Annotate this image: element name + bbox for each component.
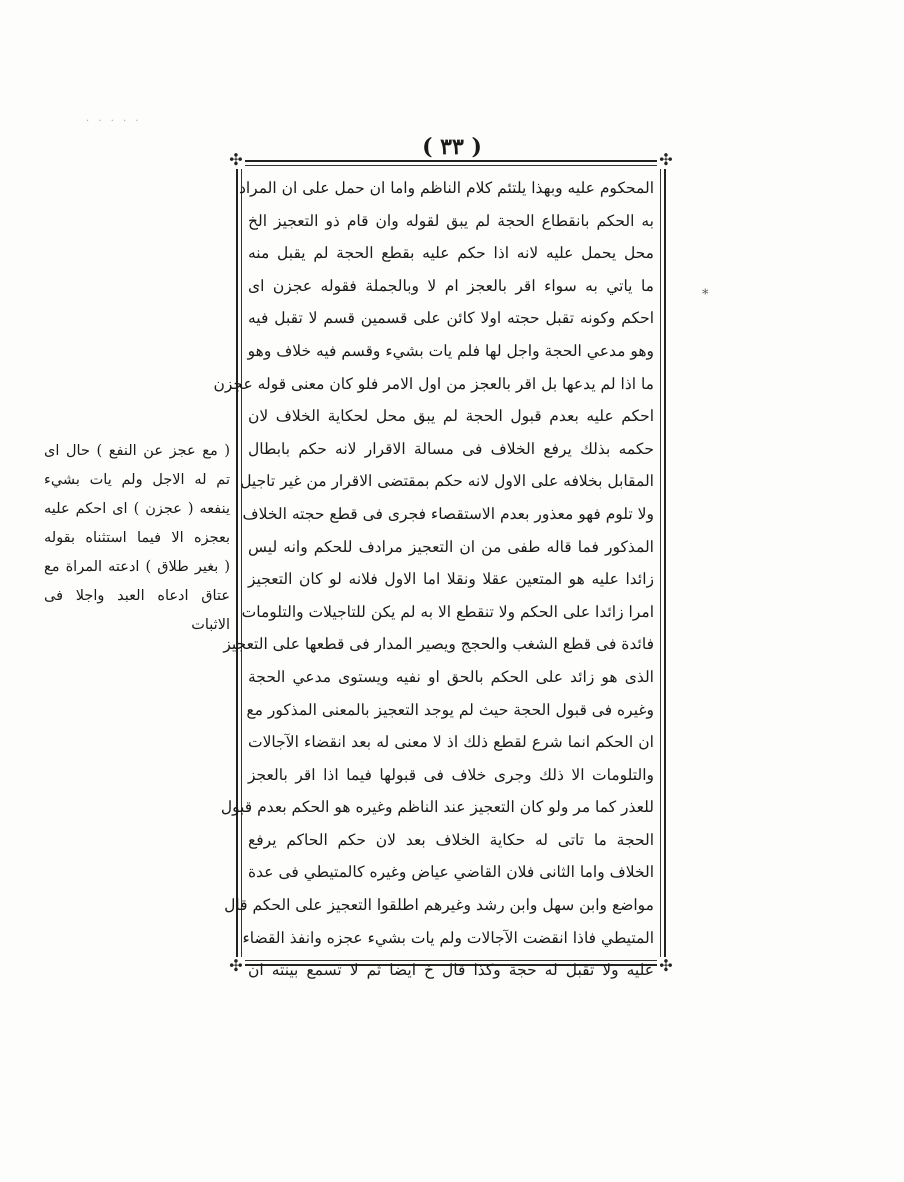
text-line: وهو مدعي الحجة واجل لها فلم يات بشيء وقسم فيه خلاف وهو [247,341,654,360]
margin-note-line: الاثبات [191,617,230,633]
text-line: فائدة فى قطع الشغب والحجج ويصير المدار فى قطعها على التعجيز [223,635,654,654]
margin-note-line: ( بغير طلاق ) ادعته المراة مع [44,559,230,575]
text-line: للعذر كما مر ولو كان التعجيز عند الناظم وغيره هو الحكم بعدم قبول [220,798,654,817]
text-line: المحكوم عليه وبهذا يلتئم كلام الناظم واما ان حمل على ان المراد [238,179,654,197]
text-line: الذى هو زائد على الحكم بالحق او نفيه ويستوى مدعي الحجة [248,667,654,686]
text-line: الحجة ما تاتى له حكاية الخلاف بعد لان حكم الحاكم يرفع [248,830,654,849]
text-line: ما ياتي به سواء اقر بالعجز ام لا وبالجملة فقوله عجزن اى [248,276,654,295]
corner-ornament-icon: ✣ [227,151,245,169]
text-line: ان الحكم انما شرع لقطع ذلك اذ لا معنى له بعد انقضاء الآجالات [248,733,654,752]
text-line: احكم وكونه تقبل حجته اولا كائن على قسمين قسم لا تقبل فيه [248,309,654,328]
text-line: المقابل بخلافه على الاول لانه حكم بمقتضى الاقرار من غير تاجيل [240,472,654,491]
text-line: مواضع وابن سهل وابن رشد وغيرهم اطلقوا التعجيز على الحكم قال [224,896,654,915]
text-line: احكم عليه بعدم قبول الحجة لم يبق محل لحكاية الخلاف لان [248,407,654,426]
text-line: ما اذا لم يدعها بل اقر بالعجز من اول الامر فلو كان معنى قوله عجزن [213,374,654,393]
corner-ornament-icon: ✣ [227,957,245,975]
text-line: به الحكم بانقطاع الحجة لم يبق لقوله وان قام ذو التعجيز الخ [248,211,654,230]
stray-ink-mark: ⁎ [702,283,709,298]
text-line: زائدا عليه هو المتعين عقلا ونقلا اما الاول فلانه لو كان التعجيز [248,570,654,589]
scan-noise-dots: · · · · · [86,116,142,127]
margin-note-line: عتاق ادعاه العبد واجلا فى [44,588,230,604]
text-line: المتيطي فاذا انقضت الآجالات ولم يات بشيء عجزه وانفذ القضاء [242,928,654,947]
corner-ornament-icon: ✣ [657,957,675,975]
main-text-block [213,172,654,980]
margin-commentary [44,437,230,640]
text-frame [213,150,673,980]
text-line: محل يحمل عليه لانه اذا حكم عليه بقطع الحجة لم يقبل منه [248,244,654,263]
text-line: المذكور فما قاله طفى من ان التعجيز مرادف للحكم وانه ليس [248,537,654,556]
margin-note-line: ينفعه ( عجزن ) اى احكم عليه [44,501,230,517]
page-number: ( ٣٣ ) [422,134,482,160]
text-line: الخلاف واما الثانى فلان القاضي عياض وغيره كالمتيطي فى عدة [248,863,654,882]
text-line: حكمه بذلك يرفع الخلاف فى مسالة الاقرار لانه حكم بابطال [248,439,654,458]
margin-note-line: تم له الاجل ولم يات بشيء [44,472,230,488]
margin-note-line: ( مع عجز عن النفع ) حال اى [44,443,230,459]
text-line: عليه ولا تقبل له حجة وكذا قال خ ايضا ثم لا تسمع بينته ان [248,961,654,980]
text-line: ولا تلوم فهو معذور بعدم الاستقصاء فجرى فى قطع حجته الخلاف [242,504,654,523]
margin-note-line: بعجزه الا فيما استثناه بقوله [44,530,230,546]
text-line: والتلومات الا ذلك وجرى خلاف فى قبولها فيما اذا اقر بالعجز [248,765,654,784]
corner-ornament-icon: ✣ [657,151,675,169]
text-line: امرا زائدا على الحكم ولا تنقطع الا به لم يكن للتاجيلات والتلومات [241,602,654,621]
text-line: وغيره فى قبول الحجة حيث لم يوجد التعجيز بالمعنى المذكور مع [246,700,654,719]
